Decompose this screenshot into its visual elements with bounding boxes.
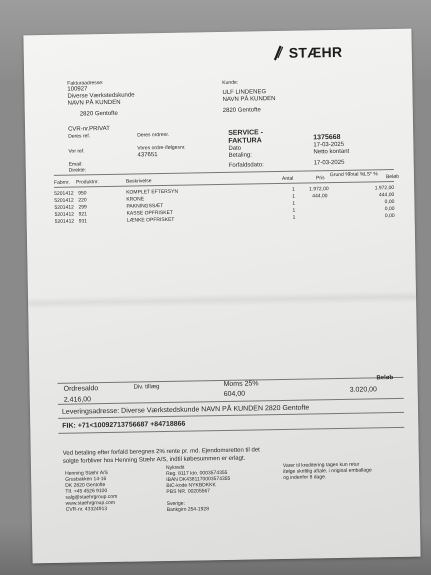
row-description: KASSE OPFRISKET [126, 209, 173, 217]
invoice-address-label: Fakturaadresse: [67, 80, 104, 87]
row-fabrikat: 5201412 [54, 204, 74, 211]
footer-company-line: salg@staehrgroup.com [65, 493, 118, 501]
row-fabrikat: 5201412 [54, 218, 75, 225]
col-pris: Pris [315, 175, 325, 182]
doc-date: 17-03-2025 [313, 141, 345, 149]
row-produkt: 299 [78, 204, 87, 211]
row-produkt: 921 [78, 211, 87, 218]
belob-value: 3.020,00 [349, 386, 377, 394]
doc-due-label: Forfaldsdato: [228, 162, 264, 169]
customer-city: 2820 Gentofte [222, 107, 261, 114]
col-antal: Antal [281, 175, 294, 182]
row-price: 1.972,00 [309, 186, 329, 193]
row-price: 444,00 [312, 193, 328, 200]
footer-bank-line: Sverige: [166, 500, 186, 507]
row-description: LÆNKE OPFRISKET [126, 216, 175, 224]
row-produkt: 220 [78, 197, 87, 204]
footer-return-line: Varer til kreditering tages kun retur [282, 461, 360, 469]
invoice-paper [23, 29, 420, 564]
row-amount: 1.972,00 [374, 184, 395, 192]
row-produkt: 931 [78, 218, 88, 225]
footer-bank-line: PBS NR. 00205567 [166, 488, 211, 495]
footer-bank-line: IBAN DK4381170003574355 [166, 475, 231, 484]
footer-bank-line: Reg. 8117 kto. 0003574355 [166, 469, 228, 478]
our-ref-label: Vor ref. [68, 148, 85, 155]
direct-label: Direkte: [68, 167, 87, 174]
col-belob: Beløb [385, 173, 400, 181]
footer-company-line: Tlf. +45 4526 9100 [65, 488, 108, 495]
row-quantity: 1 [292, 186, 295, 193]
row-quantity: 1 [292, 214, 296, 221]
col-produkt: Produktnr. [75, 179, 99, 186]
doc-type-line1: SERVICE - [228, 129, 264, 137]
doc-date-label: Dato [228, 145, 242, 152]
row-fabrikat: 5201412 [54, 197, 74, 204]
col-grund: Grund % [329, 171, 350, 179]
doc-payment: Netto kontant [313, 148, 350, 156]
row-description: PAKNINGSSÆT [126, 203, 164, 210]
col-total: Total % [347, 171, 365, 178]
cvr-value: PRIVAT [89, 125, 110, 133]
delivery-address: Leveringsadresse: Diverse Værkstedskunde NAVN PÅ KUNDEN 2820 Gentofte [61, 404, 310, 416]
footer-bank-line: Bankgiro 254-1928 [166, 506, 210, 513]
your-ref-label: Deres ref. [68, 133, 91, 140]
row-description: KOMPLET EFTERSYN [126, 188, 179, 196]
your-order-label: Deres ordrenr. [137, 131, 170, 139]
footer-company-line: www.staehrgroup.com [65, 499, 116, 507]
invoice-address-line: NAVN PÅ KUNDEN [67, 99, 121, 107]
totals-bottom-divider [58, 398, 404, 405]
customer-name: ULF LINDENEG [222, 89, 267, 96]
div-label: Div. tillæg [133, 384, 160, 391]
customer-line: NAVN PÅ KUNDEN [222, 96, 276, 103]
footer-company [65, 470, 118, 513]
ordresaldo-value: 2.416,00 [63, 396, 92, 404]
customer-label: Kunde: [222, 79, 239, 86]
footer-bank-line: BIC-kode NYKBDKKK [166, 482, 216, 490]
col-fabrikat: Fabrnr. [53, 179, 70, 186]
row-description: KRONE [126, 196, 145, 203]
cvr-label: CVR-nr. [68, 126, 90, 133]
footer-bank [166, 464, 231, 513]
footer-return-line: ifølge skriftlig aftale, i original emballage [283, 467, 372, 475]
footer-company-line: CVR-nr. 43324913 [65, 506, 108, 513]
footer-company-line: Henning Stæhr A/S [65, 470, 108, 477]
footer-return-line: og indenfor 8 dage. [283, 474, 327, 481]
moms-label: Moms 25% [223, 380, 259, 388]
invoice-address-name: Diverse Værkstedskunde [67, 92, 135, 100]
doc-payment-label: Betaling: [228, 152, 252, 159]
email-label: Email: [68, 161, 83, 168]
invoice-address-number: 100927 [67, 86, 88, 93]
row-amount: 0,00 [384, 198, 395, 206]
row-produkt: 950 [78, 190, 87, 197]
brand-logo [272, 44, 343, 61]
row-quantity: 1 [292, 193, 296, 200]
our-order-label: Vores ordre-/følgesnr. [137, 144, 186, 152]
doc-type-line2: FAKTURA [228, 137, 262, 145]
footer-return [283, 461, 372, 481]
footer-company-line: DK 2820 Gentofte [65, 482, 106, 489]
col-beskrivelse: Beskrivelse [125, 178, 152, 185]
our-order-value: 437651 [137, 152, 158, 159]
fik-line: FIK: +71<10092713756687 +84718866 [62, 420, 186, 430]
brand-name: STÆHR [288, 43, 343, 61]
col-ls: LS* % [363, 171, 378, 178]
row-fabrikat: 5201412 [54, 190, 74, 197]
paper-fold [28, 291, 416, 310]
doc-number: 1375668 [313, 133, 341, 142]
ordresaldo-label: Ordresaldo [63, 385, 99, 393]
terms-line1: Ved betaling efter forfald beregnes 2% rente pr. md. Ejendomsretten til det [62, 447, 260, 457]
footer-company-line: Grusbakken 14-16 [65, 476, 107, 483]
row-quantity: 1 [292, 200, 296, 207]
staehr-s-icon [272, 45, 286, 61]
row-amount: 0,00 [384, 212, 395, 220]
row-quantity: 1 [292, 207, 296, 214]
footer-bank-line: Nykredit [165, 464, 185, 472]
row-amount: 444,00 [378, 191, 395, 199]
row-amount: 0,00 [384, 205, 395, 213]
belob-label: Beløb [376, 375, 394, 382]
doc-due: 17-03-2025 [313, 159, 345, 167]
invoice-address-city: 2820 Gentofte [79, 110, 118, 118]
row-fabrikat: 5201412 [54, 211, 75, 218]
moms-value: 604,00 [223, 390, 246, 398]
terms-line2: solgte forbliver hos Henning Stæhr A/S, indtil købesummen er erlagt. [62, 455, 246, 465]
